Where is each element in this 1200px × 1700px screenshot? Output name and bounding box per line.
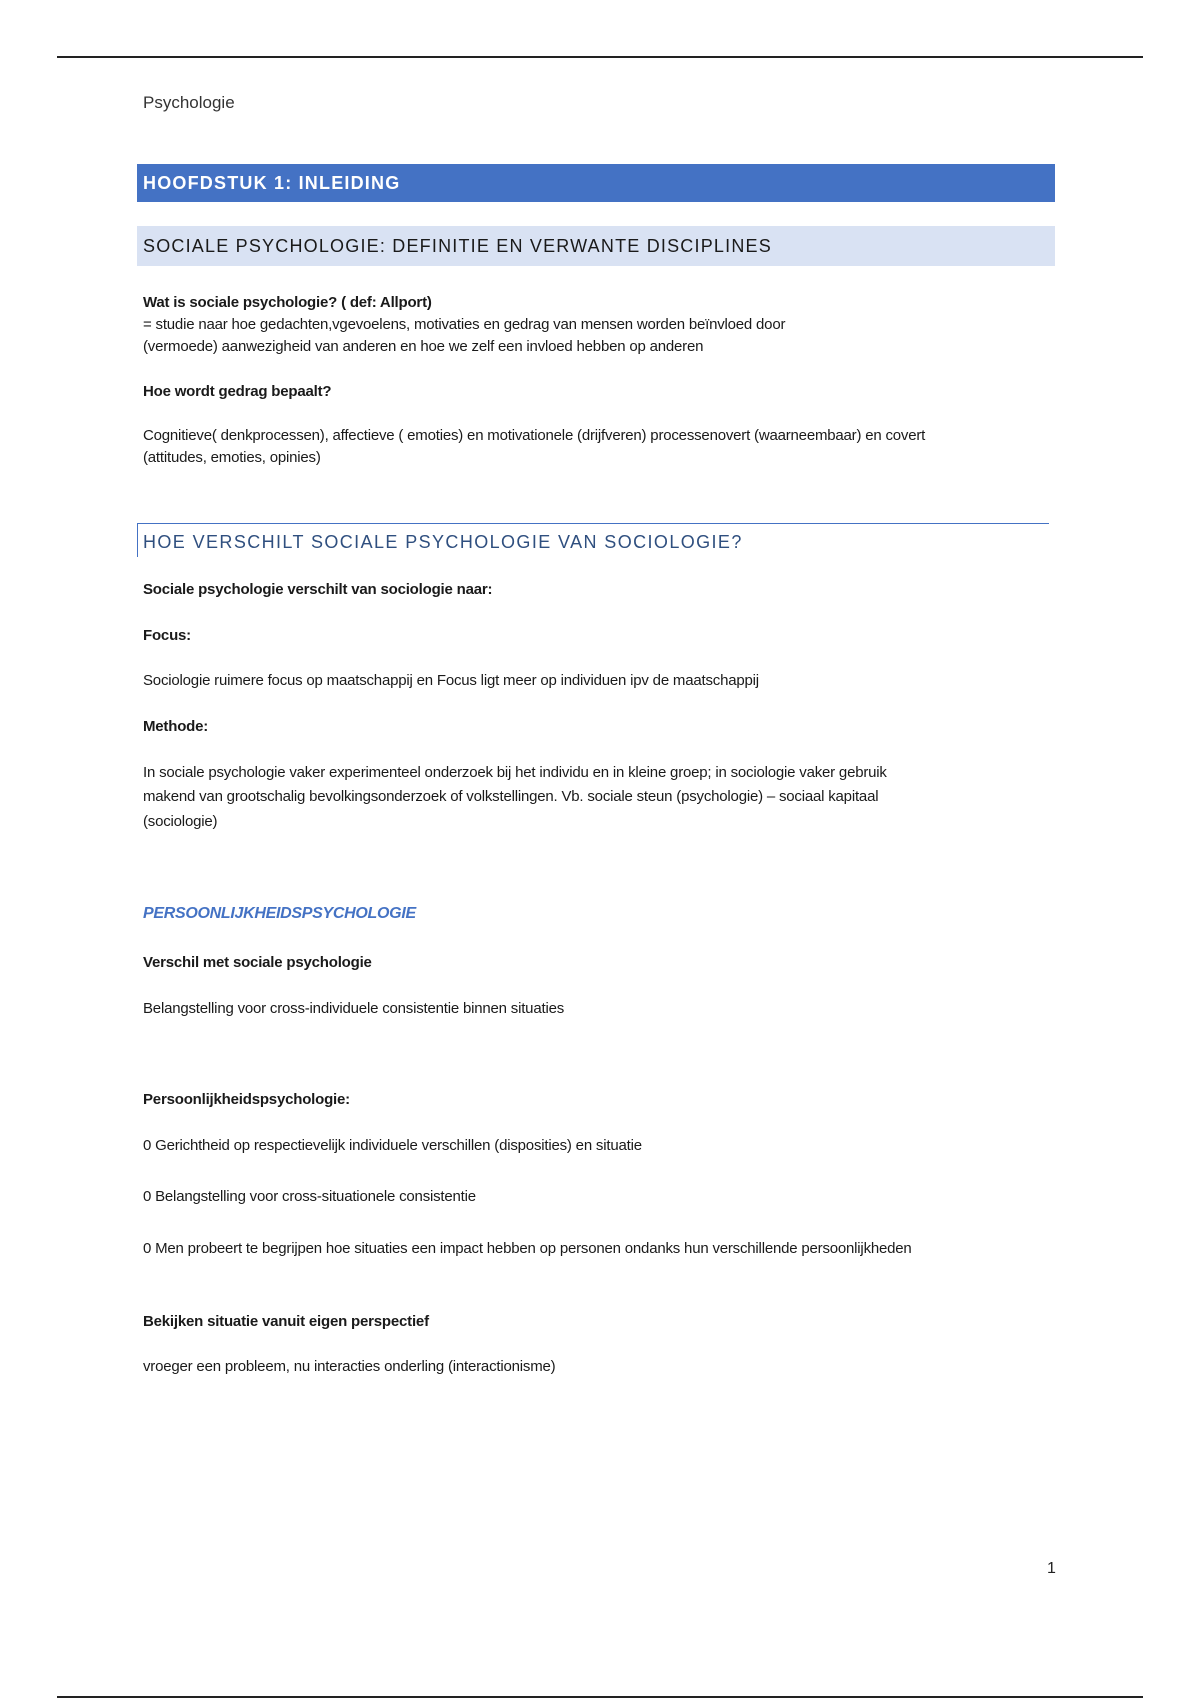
list-item: 0 Men probeert te begrijpen hoe situaties een impact hebben op personen ondanks hun verschillende persoonlijkheden xyxy=(143,1240,912,1257)
focus-text: Sociologie ruimere focus op maatschappij en Focus ligt meer op individuen ipv de maatschappij xyxy=(143,672,759,689)
list-item: 0 Belangstelling voor cross-situationele consistentie xyxy=(143,1188,476,1205)
definition-line-1: = studie naar hoe gedachten,vgevoelens, motivaties en gedrag van mensen worden beïnvloed door xyxy=(143,316,786,333)
list-item: 0 Gerichtheid op respectievelijk individuele verschillen (disposities) en situatie xyxy=(143,1137,642,1154)
sociology-intro: Sociale psychologie verschilt van sociologie naar: xyxy=(143,581,493,598)
definition-question: Wat is sociale psychologie? ( def: Allport) xyxy=(143,294,432,311)
difference-label: Verschil met sociale psychologie xyxy=(143,954,372,971)
page-number: 1 xyxy=(1047,1560,1056,1577)
bottom-rule xyxy=(57,1696,1143,1698)
method-label: Methode: xyxy=(143,718,209,735)
section-heading-personality: PERSOONLIJKHEIDSPSYCHOLOGIE xyxy=(143,905,416,922)
page-header: Psychologie xyxy=(143,93,235,112)
behavior-line-2: (attitudes, emoties, opinies) xyxy=(143,449,321,466)
perspective-text: vroeger een probleem, nu interacties onderling (interactionisme) xyxy=(143,1358,556,1375)
method-line-2: makend van grootschalig bevolkingsonderzoek of volkstellingen. Vb. sociale steun (psychologie) – sociaal kapitaal xyxy=(143,788,879,805)
focus-label: Focus: xyxy=(143,627,191,644)
perspective-label: Bekijken situatie vanuit eigen perspectief xyxy=(143,1313,429,1330)
method-line-1: In sociale psychologie vaker experimenteel onderzoek bij het individu en in kleine groep; in sociologie vaker gebruik xyxy=(143,764,887,781)
behavior-line-1: Cognitieve( denkprocessen), affectieve ( emoties) en motivationele (drijfveren) processenovert (waarneembaar) en covert xyxy=(143,427,926,444)
difference-text: Belangstelling voor cross-individuele consistentie binnen situaties xyxy=(143,1000,565,1017)
definition-line-2: (vermoede) aanwezigheid van anderen en hoe we zelf een invloed hebben op anderen xyxy=(143,338,704,355)
personality-label: Persoonlijkheidspsychologie: xyxy=(143,1091,350,1108)
top-rule xyxy=(57,56,1143,58)
chapter-heading: HOOFDSTUK 1: INLEIDING xyxy=(137,164,1055,202)
method-line-3: (sociologie) xyxy=(143,813,218,830)
behavior-question: Hoe wordt gedrag bepaalt? xyxy=(143,383,332,400)
section-heading-definition: SOCIALE PSYCHOLOGIE: DEFINITIE EN VERWANTE DISCIPLINES xyxy=(137,226,1055,266)
section-heading-sociology: HOE VERSCHILT SOCIALE PSYCHOLOGIE VAN SOCIOLOGIE? xyxy=(137,523,1049,557)
